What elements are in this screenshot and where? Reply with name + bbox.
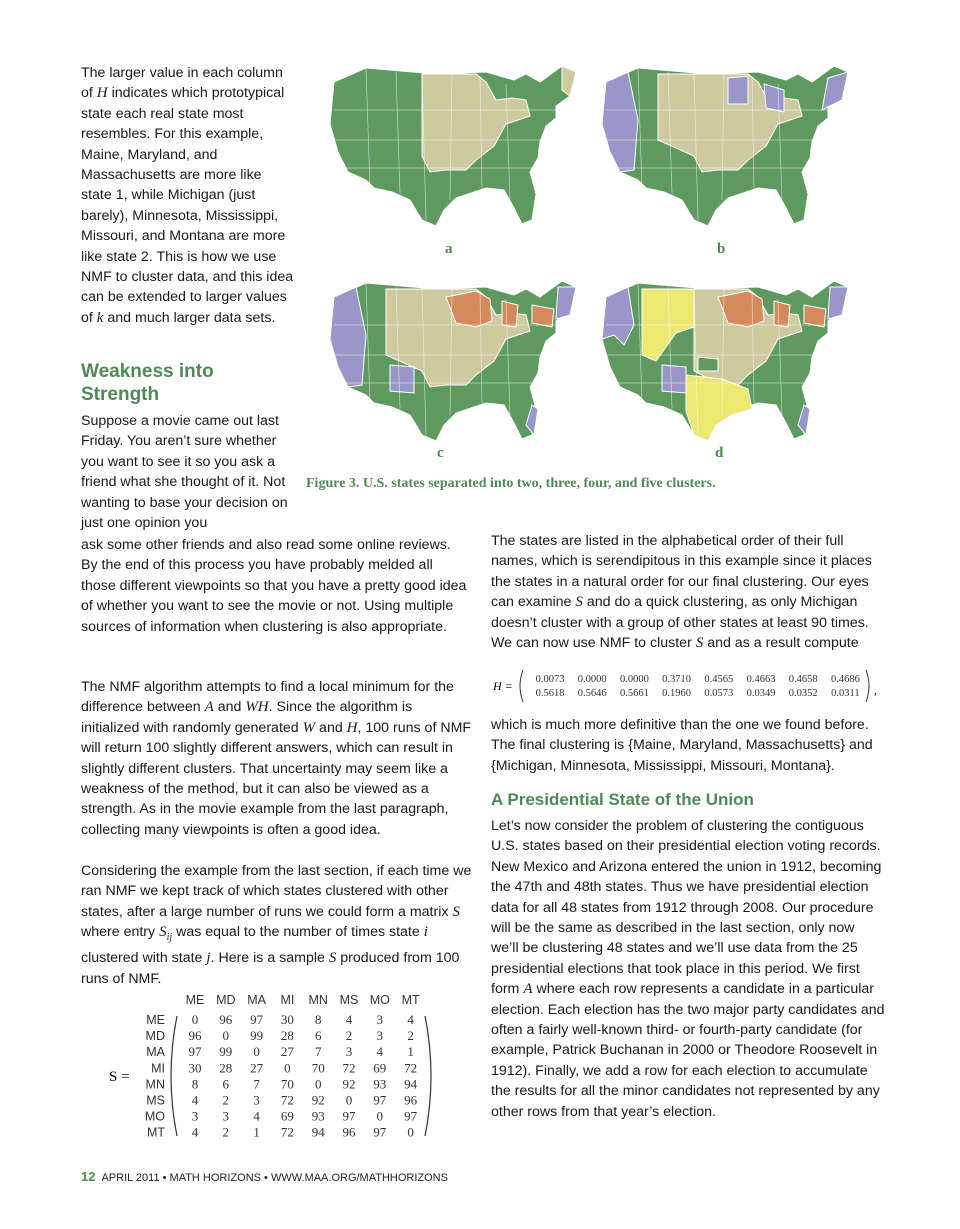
s-cell: 4 bbox=[253, 1108, 260, 1124]
text-run: clustered with state bbox=[81, 950, 207, 967]
s-cell: 3 bbox=[376, 1028, 384, 1044]
s-cell: 0 bbox=[191, 1012, 199, 1027]
s-row-label: MT bbox=[146, 1125, 165, 1140]
h-cell: 0.3710 bbox=[662, 674, 692, 685]
s-cell: 2 bbox=[345, 1028, 353, 1044]
s-cell: 6 bbox=[314, 1028, 322, 1044]
page-footer bbox=[81, 1169, 448, 1184]
h-matrix-label: H = bbox=[493, 679, 513, 693]
h-cell: 0.5661 bbox=[619, 688, 649, 699]
s-cell: 30 bbox=[280, 1012, 294, 1027]
s-cell: 96 bbox=[219, 1012, 233, 1027]
s-cell: 3 bbox=[253, 1092, 260, 1108]
h-matrix bbox=[493, 666, 883, 706]
region-purple-ne bbox=[828, 287, 848, 319]
math-subscript: ij bbox=[166, 932, 173, 944]
s-cell: 3 bbox=[222, 1108, 230, 1124]
s-cell: 28 bbox=[280, 1028, 294, 1044]
math-symbol: A bbox=[523, 981, 533, 998]
s-cell: 96 bbox=[342, 1124, 356, 1140]
h-cell: 0.4565 bbox=[704, 674, 734, 685]
figure-caption: Figure 3. U.S. states separated into two, three, four, and five clusters. bbox=[306, 476, 716, 491]
text-run: Considering the example from the last section, if each time we ran NMF we kept track of which states clustered with other states, after a large number of runs we could form a matrix bbox=[81, 863, 472, 920]
s-cell: 3 bbox=[191, 1108, 199, 1124]
h-cell: 0.4658 bbox=[788, 674, 818, 685]
right-paragraph-3 bbox=[491, 816, 886, 1122]
text-run: and much larger data sets. bbox=[103, 309, 276, 326]
s-cell: 94 bbox=[404, 1076, 418, 1092]
s-cell: 4 bbox=[376, 1044, 384, 1060]
h-cell: 0.1960 bbox=[662, 688, 692, 699]
h-cell: 0.0573 bbox=[704, 688, 734, 699]
map-label-d: d bbox=[715, 445, 724, 461]
text-run: indicates which prototypical state each real state most resembles. For this example, Maine, Maryland, and Massachusetts are more like state 1, while Michigan (just barely), Minnesota, Mississippi, Missouri, and Montana are more like state 2. This is how we use NMF to cluster data, and this idea can be extended to larger values of bbox=[81, 85, 294, 326]
map-b bbox=[598, 60, 854, 235]
s-matrix-row-labels bbox=[145, 1013, 166, 1140]
s-cell: 97 bbox=[250, 1012, 264, 1027]
s-matrix-label: S = bbox=[109, 1069, 130, 1085]
intro-paragraph bbox=[81, 63, 296, 328]
h-cell: 0.4686 bbox=[830, 674, 860, 685]
region-orange-ny bbox=[804, 305, 826, 327]
s-cell: 0 bbox=[222, 1028, 230, 1044]
h-cell: 0.0000 bbox=[577, 674, 607, 685]
h-cell: 0.5646 bbox=[577, 688, 607, 699]
s-cell: 6 bbox=[222, 1076, 230, 1092]
s-cell: 7 bbox=[253, 1076, 260, 1092]
s-cell: 72 bbox=[280, 1092, 294, 1108]
right-paragraph-2 bbox=[491, 715, 886, 776]
h-cell: 0.0311 bbox=[831, 688, 860, 699]
text-run: , 100 runs of NMF will return 100 slightly different answers, which can result in slightly different clusters. That uncertainty may seem like a weakness of the method, but it can also be viewed as a strength. As in the movie example from the last paragraph, collecting many viewpoints is often a good idea. bbox=[81, 719, 472, 838]
region-orange-mi bbox=[774, 301, 790, 327]
s-cell: 70 bbox=[280, 1076, 294, 1092]
s-col-header: MN bbox=[308, 993, 328, 1007]
s-cell: 8 bbox=[314, 1012, 322, 1027]
math-symbol: W bbox=[302, 719, 316, 736]
s-row-label: MO bbox=[144, 1109, 165, 1124]
s-cell: 0 bbox=[407, 1124, 414, 1140]
s-col-header: MA bbox=[247, 993, 266, 1007]
text-run: . Since the algorithm is initialized with randomly generated bbox=[81, 699, 413, 736]
text-run: and do a quick clustering, as only Michigan doesn’t cluster with a group of other states at least 90 times. We can now use NMF to cluster bbox=[491, 594, 869, 652]
text-run: and bbox=[315, 719, 347, 736]
text-run: Let’s now consider the problem of clustering the contiguous U.S. states based on their presidential election voting records. New Mexico and Arizona entered the union in 1912, becoming the 47th and 48th states. Thus we have presidential election data for all 48 states from 1912 through 2008. Our procedure will be the same as described in the last section, only now we’ll be clustering 48 states and we’ll use data from the 25 presidential elections that took place in this period. We first form bbox=[491, 818, 882, 998]
s-cell: 0 bbox=[253, 1044, 260, 1060]
s-cell: 0 bbox=[284, 1060, 291, 1076]
s-cell: 2 bbox=[222, 1092, 230, 1108]
region-orange-mi bbox=[502, 301, 518, 327]
s-row-label: MI bbox=[151, 1061, 165, 1076]
h-right-paren bbox=[866, 670, 869, 702]
s-col-header: MD bbox=[216, 993, 236, 1007]
region-purple-ne bbox=[556, 287, 576, 319]
s-cell: 97 bbox=[342, 1108, 356, 1124]
s-col-header: MT bbox=[401, 993, 420, 1007]
s-row-label: MA bbox=[146, 1045, 165, 1060]
h-cell: 0.4663 bbox=[746, 674, 776, 685]
map-label-b: b bbox=[717, 241, 726, 257]
s-col-header: MS bbox=[339, 993, 359, 1007]
math-symbol: k bbox=[96, 309, 104, 326]
s-cell: 0 bbox=[376, 1108, 384, 1124]
weakness-paragraph-1 bbox=[81, 411, 296, 533]
map-label-c: c bbox=[437, 445, 444, 461]
math-symbol: S bbox=[328, 950, 337, 967]
math-symbol: H bbox=[96, 85, 108, 102]
s-row-label: MD bbox=[145, 1029, 165, 1044]
map-a bbox=[326, 60, 582, 235]
s-cell: 70 bbox=[311, 1060, 325, 1076]
text-run: and as a result compute bbox=[703, 635, 859, 652]
s-cell: 97 bbox=[373, 1124, 387, 1140]
s-left-paren bbox=[171, 1016, 177, 1136]
h-cell: 0.5618 bbox=[535, 688, 565, 699]
math-symbol: A bbox=[204, 699, 214, 716]
map-c bbox=[326, 275, 582, 450]
text-run: . Here is a sample bbox=[210, 950, 329, 967]
s-cell: 28 bbox=[219, 1060, 233, 1076]
s-cell: 0 bbox=[345, 1092, 353, 1108]
right-paragraph-1 bbox=[491, 531, 886, 653]
s-cell: 69 bbox=[280, 1108, 294, 1124]
s-cell: 93 bbox=[311, 1108, 325, 1124]
s-row-label: ME bbox=[146, 1013, 165, 1027]
text-run: where each row represents a candidate in a particular election. Each election has the two major party candidates and often a fairly well-known third- or fourth-party candidate (for example, Patrick Buchanan in 2000 or Theodore Roosevelt in 1912). Finally, we add a row for each election to accumulate the results for all the minor candidates not represented by any other rows from that year’s election. bbox=[491, 981, 885, 1120]
math-symbol: i bbox=[423, 924, 428, 941]
weakness-paragraph-3 bbox=[81, 861, 473, 989]
s-matrix-cells bbox=[189, 1012, 418, 1140]
footer-text: APRIL 2011 • MATH HORIZONS • WWW.MAA.ORG/MATHHORIZONS bbox=[101, 1172, 448, 1184]
h-cell: 0.0073 bbox=[535, 674, 565, 685]
page-number: 12 bbox=[81, 1169, 96, 1184]
math-symbol: j bbox=[206, 950, 211, 967]
s-row-label: MN bbox=[145, 1077, 165, 1092]
s-cell: 0 bbox=[314, 1076, 322, 1092]
region-purple-mn bbox=[728, 76, 748, 104]
text-run: The states are listed in the alphabetical order of their full names, which is serendipitous in this example since it places the states in a natural order for our final clustering. Our eyes can examine bbox=[491, 533, 872, 611]
s-cell: 2 bbox=[407, 1028, 414, 1044]
s-cell: 96 bbox=[404, 1092, 418, 1108]
s-cell: 4 bbox=[407, 1012, 414, 1027]
region-purple-nm bbox=[390, 365, 414, 393]
h-cell: 0.0349 bbox=[746, 688, 776, 699]
map-label-a: a bbox=[445, 241, 453, 257]
s-cell: 69 bbox=[373, 1060, 387, 1076]
text-run: The NMF algorithm attempts to find a local minimum for the difference between bbox=[81, 679, 454, 716]
s-col-header: MO bbox=[369, 993, 390, 1007]
section-heading-presidential: A Presidential State of the Union bbox=[491, 790, 754, 809]
s-cell: 8 bbox=[191, 1076, 199, 1092]
math-symbol: WH bbox=[245, 699, 269, 716]
s-cell: 72 bbox=[280, 1124, 294, 1140]
s-cell: 3 bbox=[376, 1012, 384, 1027]
weakness-paragraph-2 bbox=[81, 677, 473, 840]
math-symbol: H bbox=[346, 719, 358, 736]
s-cell: 97 bbox=[188, 1044, 202, 1060]
s-cell: 30 bbox=[188, 1060, 202, 1076]
s-cell: 7 bbox=[314, 1044, 322, 1060]
text-run: Suppose a movie came out last Friday. You aren’t sure whether you want to see it so you ask a friend what she thought of it. Not wanting to base your decision on just one opinion you bbox=[81, 413, 288, 532]
region-purple-nm bbox=[662, 365, 686, 393]
s-cell: 27 bbox=[250, 1060, 264, 1076]
s-cell: 94 bbox=[311, 1124, 325, 1140]
region-orange-ny bbox=[532, 305, 554, 327]
s-cell: 93 bbox=[373, 1076, 387, 1092]
s-cell: 99 bbox=[219, 1044, 233, 1060]
math-symbol: S bbox=[452, 903, 460, 920]
s-col-header: MI bbox=[280, 993, 295, 1007]
s-right-paren bbox=[425, 1016, 431, 1136]
s-cell: 92 bbox=[311, 1092, 325, 1108]
math-symbol: S bbox=[575, 594, 583, 611]
map-d bbox=[598, 275, 854, 450]
s-cell: 27 bbox=[280, 1044, 294, 1060]
s-row-label: MS bbox=[146, 1093, 165, 1108]
s-cell: 4 bbox=[191, 1092, 199, 1108]
s-matrix bbox=[107, 990, 457, 1145]
math-symbol: S bbox=[695, 635, 704, 652]
text-run: The larger value in each column of bbox=[81, 65, 283, 102]
h-left-paren bbox=[520, 670, 523, 702]
s-cell: 3 bbox=[345, 1044, 353, 1060]
s-cell: 99 bbox=[250, 1028, 264, 1044]
s-cell: 2 bbox=[222, 1124, 230, 1140]
s-cell: 4 bbox=[345, 1012, 353, 1027]
s-cell: 72 bbox=[342, 1060, 356, 1076]
math-symbol: S bbox=[159, 924, 167, 941]
s-cell: 72 bbox=[404, 1060, 418, 1076]
text-run: and bbox=[213, 699, 246, 716]
s-cell: 96 bbox=[188, 1028, 202, 1044]
s-cell: 97 bbox=[373, 1092, 387, 1108]
text-run: which is much more definitive than the one we found before. The final clustering is {Maine, Maryland, Massachusetts} and {Michigan, Minnesota, Mississippi, Missouri, Montana}. bbox=[491, 717, 873, 774]
h-cell: 0.0352 bbox=[788, 688, 818, 699]
region-maine bbox=[562, 66, 576, 96]
s-cell: 97 bbox=[404, 1108, 418, 1124]
s-matrix-column-headers bbox=[186, 993, 420, 1007]
s-cell: 1 bbox=[253, 1124, 260, 1140]
text-run: ask some other friends and also read some online reviews. By the end of this process you have probably melded all those different viewpoints so that you have a pretty good idea of whether you want to see the movie or not. Using multiple sources of information when clustering is also appropriate. bbox=[81, 537, 467, 635]
s-cell: 1 bbox=[407, 1044, 414, 1060]
region-green-co bbox=[698, 357, 718, 371]
s-cell: 4 bbox=[191, 1124, 199, 1140]
text-run: produced from 100 runs of NMF. bbox=[81, 950, 460, 987]
text-run: was equal to the number of times state bbox=[172, 924, 424, 941]
h-cell: 0.0000 bbox=[619, 674, 649, 685]
s-cell: 92 bbox=[342, 1076, 356, 1092]
section-heading-weakness: Weakness into Strength bbox=[81, 361, 214, 405]
text-run: where entry bbox=[81, 924, 160, 941]
weakness-paragraph-1-cont bbox=[81, 535, 471, 637]
s-col-header: ME bbox=[185, 993, 205, 1007]
h-matrix-cells bbox=[536, 674, 860, 699]
h-matrix-trail: , bbox=[874, 683, 877, 697]
